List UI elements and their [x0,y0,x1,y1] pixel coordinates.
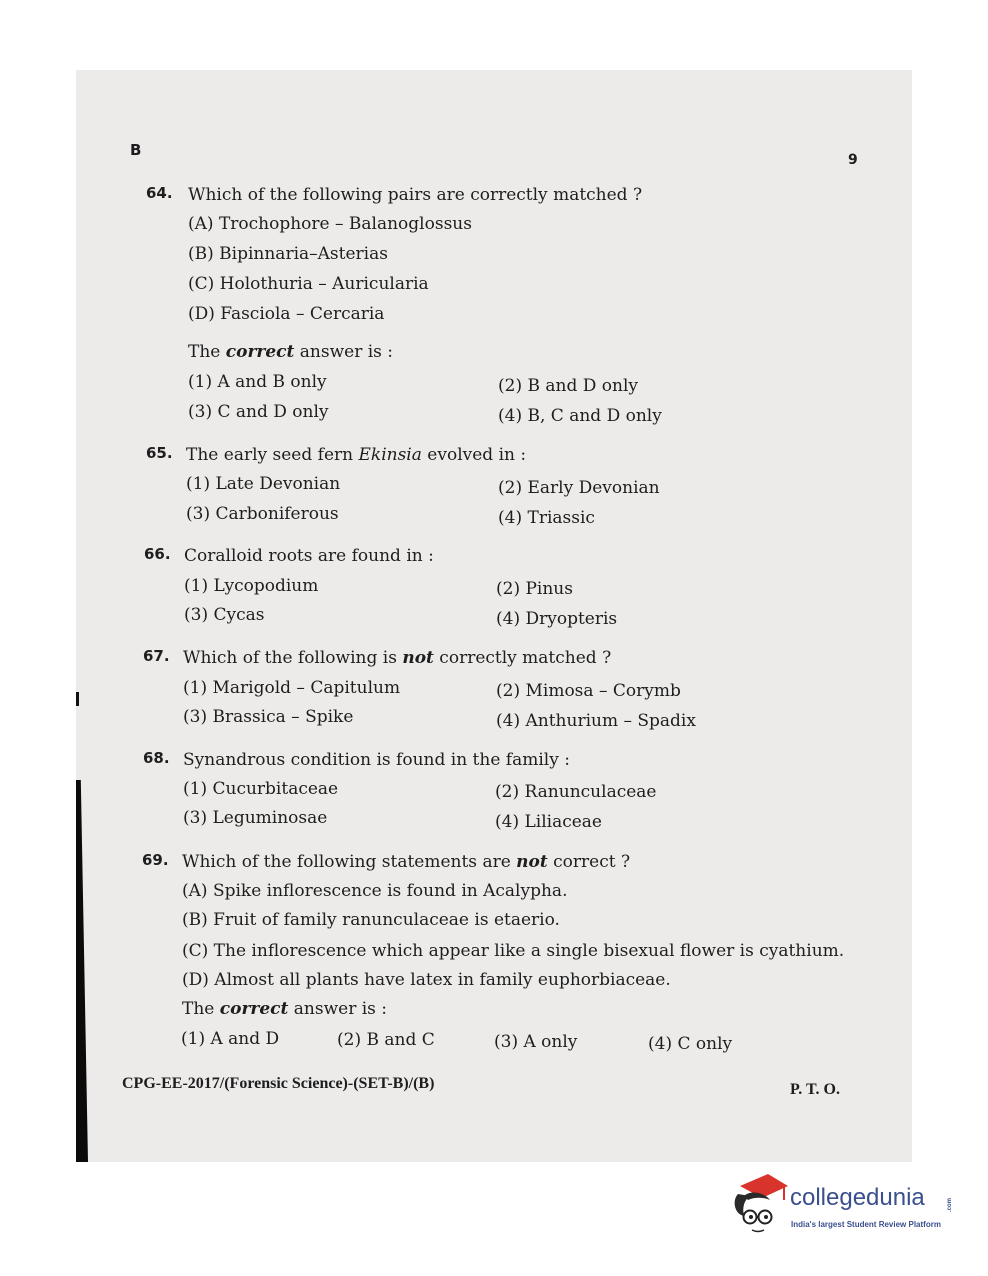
answer-option: (1) Marigold – Capitulum [183,678,401,698]
answer-option: (2) Pinus [496,579,573,599]
answer-option: (4) Dryopteris [496,609,618,629]
statement-item: (C) Holothuria – Auricularia [188,274,429,294]
answer-option: (3) Cycas [184,605,265,625]
statement-item: (D) Fasciola – Cercaria [188,304,385,324]
answer-option: (3) Brassica – Spike [183,707,354,727]
answer-option: (1) Cucurbitaceae [183,779,339,799]
question-stem: The early seed fern Ekinsia evolved in : [186,445,527,465]
answer-prompt: The correct answer is : [188,342,394,362]
question-stem: Synandrous condition is found in the family : [183,750,570,770]
question-stem: Which of the following is not correctly matched ? [183,648,612,668]
answer-option: (2) Ranunculaceae [495,782,657,802]
question-number: 68. [143,749,170,767]
question-stem: Coralloid roots are found in : [184,546,434,566]
statement-item: (C) The inflorescence which appear like a single bisexual flower is cyathium. [182,941,845,961]
answer-option: (1) A and B only [188,372,327,392]
statement-item: (B) Bipinnaria–Asterias [188,244,388,264]
statement-item: (A) Spike inflorescence is found in Acalypha. [182,881,568,901]
question-number: 67. [143,647,170,665]
answer-option: (3) Leguminosae [183,808,328,828]
set-label: B [130,141,142,159]
logo-suffix: .com [947,1198,953,1213]
answer-option: (3) A only [494,1032,578,1052]
page-number: 9 [848,152,858,168]
answer-prompt: The correct answer is : [182,999,388,1019]
question-number: 64. [146,184,173,202]
question-number: 69. [142,851,169,869]
answer-option: (4) Triassic [498,508,595,528]
answer-option: (4) Anthurium – Spadix [496,711,696,731]
answer-option: (1) A and D [181,1029,280,1049]
question-stem: Which of the following pairs are correctly matched ? [188,185,643,205]
answer-option: (1) Lycopodium [184,576,319,596]
answer-option: (4) Liliaceae [495,812,602,832]
answer-option: (4) B, C and D only [498,406,662,426]
answer-option: (4) C only [648,1034,733,1054]
statement-item: (A) Trochophore – Balanoglossus [188,214,472,234]
answer-option: (2) Early Devonian [498,478,660,498]
answer-option: (2) Mimosa – Corymb [496,681,681,701]
question-number: 65. [146,444,173,462]
mascot-icon [730,1170,790,1234]
statement-item: (D) Almost all plants have latex in family euphorbiaceae. [182,970,671,990]
answer-option: (2) B and D only [498,376,639,396]
logo-tagline: India's largest Student Review Platform [791,1220,941,1229]
margin-mark [76,692,79,706]
collegedunia-logo [730,1168,956,1238]
paper-code: CPG-EE-2017/(Forensic Science)-(SET-B)/(B) [122,1075,435,1092]
answer-option: (3) C and D only [188,402,329,422]
pto-label: P. T. O. [790,1081,840,1098]
answer-option: (1) Late Devonian [186,474,341,494]
answer-option: (3) Carboniferous [186,504,339,524]
statement-item: (B) Fruit of family ranunculaceae is etaerio. [182,910,560,930]
question-number: 66. [144,545,171,563]
question-stem: Which of the following statements are not correct ? [182,852,631,872]
answer-option: (2) B and C [337,1030,435,1050]
logo-name: collegedunia [790,1184,925,1211]
